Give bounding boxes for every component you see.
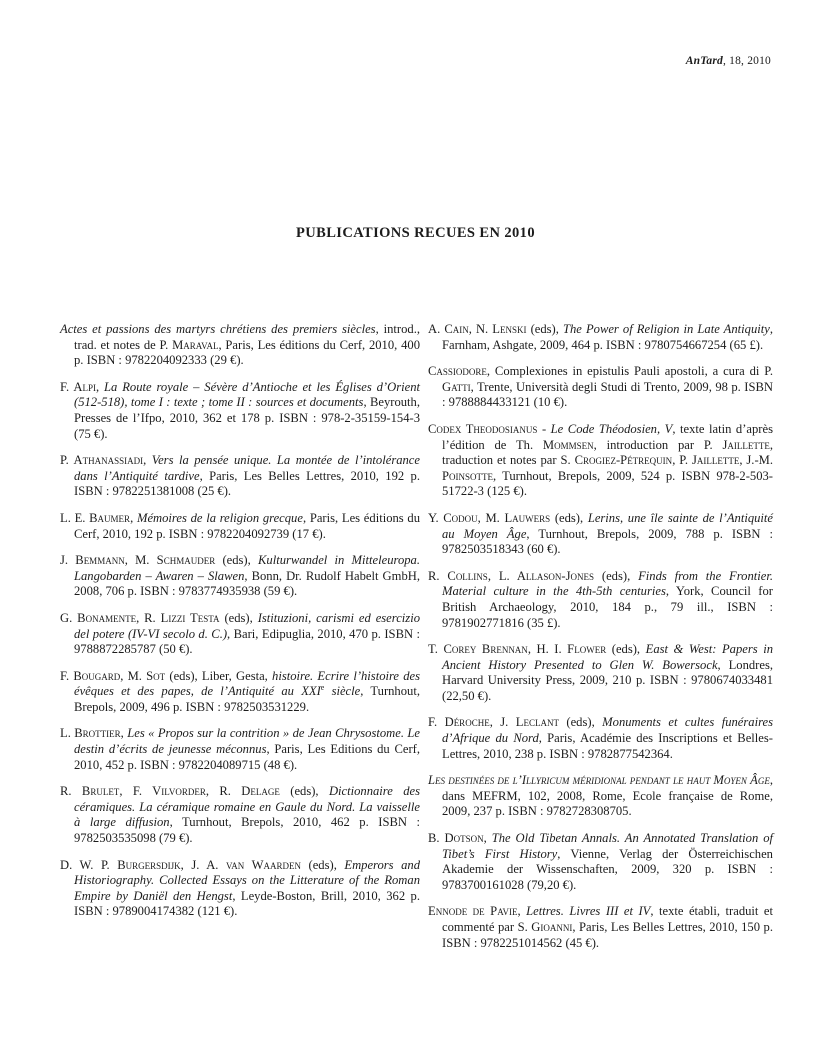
entry-text: Actes et passions des martyrs chrétiens des premiers siècles: [60, 322, 376, 336]
entry-text: (eds), Liber, Gesta,: [165, 668, 273, 683]
bibliography-entry: [428, 511, 773, 558]
entry-text: rogiez: [582, 453, 616, 468]
bibliography-entry: [428, 715, 773, 762]
entry-text: ougard: [81, 668, 121, 683]
entry-text: C: [428, 421, 437, 436]
entry-text: , traduction et notes par S. C: [442, 437, 773, 468]
entry-text: van: [225, 857, 245, 872]
entry-text: Finds from the Frontier. Material culture in the 4th-5th centuries: [442, 568, 773, 599]
entry-text: histoire. Ecrire l’histoire des évêques et des papes, de l’Antiquité au XXI: [74, 668, 421, 699]
bibliography-entry: [60, 726, 420, 773]
entry-text: (eds),: [606, 642, 646, 657]
entry-text: Lettres. Livres III et IV: [526, 904, 651, 919]
entry-text: F. B: [60, 668, 82, 683]
entry-text: , Paris, Les éditions du Cerf, 2010, 400 p. ISBN : 9782204092333 (29 €).: [74, 337, 420, 368]
entry-text: , J. L: [489, 715, 524, 730]
entry-text: B. D: [428, 831, 454, 846]
entry-text: , R. L: [136, 610, 169, 625]
entry-text: T: [461, 421, 474, 436]
entry-text: izzi: [168, 610, 186, 625]
volume-year: , 18, 2010: [723, 55, 771, 67]
bibliography-entry: [60, 453, 420, 500]
entry-text: ollins: [455, 568, 488, 583]
entry-text: , Paris, Académie des Inscriptions et Belles-Lettres, 2010, 238 p. ISBN : 9782877542364.: [442, 731, 773, 761]
bibliography-entry: [428, 773, 773, 820]
entry-text: aillette: [727, 437, 770, 452]
entry-text: Dictionnaire des céramiques. La céramique romaine en Gaule du Nord. La vaisselle à large diffusion: [74, 784, 420, 830]
bibliography-entry: [428, 422, 773, 500]
entry-text: , Paris, Les Editions du Cerf, 2010, 452 p. ISBN : 9782204089715 (48 €).: [74, 742, 421, 772]
entry-text: , M. S: [120, 668, 154, 683]
entry-text: D. W. P. B: [60, 857, 126, 872]
entry-text: G. B: [60, 610, 86, 625]
entry-text: odex: [436, 421, 462, 436]
entry-text: aumer: [97, 510, 131, 525]
entry-text: aarden: [263, 857, 301, 872]
entry-text: onamente: [85, 610, 137, 625]
entry-text: W: [244, 857, 264, 872]
entry-text: ,: [130, 510, 137, 525]
entry-text: (eds),: [219, 610, 258, 625]
entry-text: Maraval: [172, 337, 219, 352]
entry-text: heodosianus: [473, 421, 538, 436]
entry-text: , Complexiones in epistulis Pauli apostoli, a cura di P. G: [442, 364, 773, 394]
entry-text: chmauder: [163, 553, 216, 568]
entry-text: , Paris, Les éditions du Cerf, 2010, 192 p. ISBN : 9782204092739 (17 €).: [74, 510, 421, 541]
entry-text: , Trente, Università degli Studi di Trento, 2009, 98 p. ISBN : 9788884433121 (10 €).: [442, 379, 773, 410]
entry-text: , Turnhout, Brepols, 2009, 524 p. ISBN 978-2-503-51722-3 (125 €).: [442, 468, 773, 499]
entry-text: , Beyrouth, Presses de l’Ifpo, 2010, 362 et 178 p. ISBN : 978-2-35159-154-3 (75 €).: [74, 395, 420, 441]
entry-text: ge: [757, 773, 770, 788]
entry-text: East & West: Papers in Ancient History Presented to Glen W. Bowersock: [442, 642, 773, 672]
entry-text: étrequin: [627, 453, 673, 468]
entry-text: -: [537, 421, 551, 436]
entry-text: (eds),: [594, 568, 639, 583]
entry-text: Le Code Théodosien, V: [550, 421, 673, 436]
bibliography-entry: [60, 511, 420, 542]
entry-text: (eds),: [279, 784, 329, 799]
bibliography-entry: [428, 364, 773, 411]
entry-text: nnode de: [435, 904, 485, 919]
entry-text: , Paris, Les Belles Lettres, 2010, 150 p. ISBN : 9782251014562 (45 €).: [442, 920, 773, 950]
entry-text: Les « Propos sur la contrition » de Jean Chrysostome. Le destin d’écrits de jeunesse méconnus: [74, 726, 421, 757]
entry-text: , M. L: [477, 510, 513, 525]
entry-text: , texte latin d’après l’édition de Th. M: [442, 421, 773, 452]
entry-text: Kulturwandel in Mitteleuropa. Langobarden – Awaren – Slawen: [74, 553, 420, 583]
entry-text: Mémoires de la religion grecque: [136, 510, 303, 525]
entry-text: ommsen: [554, 437, 594, 452]
entry-text: Â: [746, 773, 758, 788]
entry-text: Lerins, une île sainte de l’Antiquité au Moyen Âge: [442, 510, 774, 541]
entry-text: T. C: [428, 642, 452, 657]
entry-text: J. B: [60, 553, 84, 568]
entry-text: B: [476, 642, 491, 657]
bibliography-entry: [60, 858, 420, 920]
entry-text: Vers la pensée unique. La montée de l’intolérance dans l’Antiquité tardive: [74, 453, 420, 483]
entry-text: esta: [197, 610, 220, 625]
entry-text: otson: [453, 831, 484, 846]
entry-text: Istituzioni, carismi ed esercizio del potere (IV-VI secolo d. C.): [74, 610, 420, 641]
entry-text: llason: [525, 568, 562, 583]
entry-text: ,: [517, 904, 527, 919]
bibliography-entry: [60, 553, 420, 600]
entry-text: L. B: [60, 726, 83, 741]
entry-text: , R. D: [205, 784, 251, 799]
entry-text: elage: [250, 784, 280, 799]
entry-text: La Route royale – Sévère d’Antioche et les Églises d’Orient (512-518), tome I : texte ; tome II : sources et documents: [74, 379, 421, 410]
running-head: [686, 55, 771, 67]
entry-text: eclant: [523, 715, 559, 730]
entry-text: L. E. B: [60, 510, 98, 525]
entry-text: P. A: [60, 453, 83, 468]
entry-text: L: [428, 773, 436, 788]
entry-text: rennan: [490, 642, 528, 657]
entry-text: rottier: [82, 726, 121, 741]
entry-text: Y. C: [428, 510, 452, 525]
entry-text: orey: [451, 642, 477, 657]
entry-text: urgersdijk: [125, 857, 181, 872]
entry-text: , L. A: [487, 568, 526, 583]
bibliography-entry: [60, 322, 420, 369]
entry-text: , J. A.: [180, 857, 226, 872]
entry-text: M: [710, 773, 724, 788]
entry-text: The Power of Religion in Late Antiquity: [562, 322, 770, 336]
entry-text: rulet: [90, 784, 120, 799]
entry-text: Monuments et cultes funéraires d’Afrique du Nord: [442, 715, 773, 746]
entry-text: , York, Council for British Archaeology, 2010, 184 p., 79 ill., ISBN : 9781902771816 (35 £).: [442, 584, 773, 630]
entry-text: -J: [561, 568, 571, 583]
entry-text: R. B: [60, 784, 91, 799]
entry-text: , Bonn, Dr. Rudolf Habelt GmbH, 2008, 706 p. ISBN : 9783774935938 (59 €).: [74, 568, 420, 599]
entry-text: (eds),: [526, 322, 563, 336]
entry-text: , introd., trad. et notes de P.: [74, 322, 421, 352]
entry-text: (eds),: [558, 715, 603, 730]
entry-text: oinsotte: [449, 468, 494, 483]
entry-text: , P. J: [672, 453, 697, 468]
entry-text: , texte établi, traduit et commenté par S. G: [442, 904, 774, 934]
entry-text: es destinées de l’: [435, 773, 522, 788]
bibliography-entry: [60, 669, 420, 716]
right-column: [428, 322, 773, 962]
entry-text: , M. S: [124, 553, 164, 568]
entry-text: , introduction par P. J: [593, 437, 728, 452]
entry-text: , Paris, Les Belles Lettres, 2010, 192 p. ISBN : 9782251381008 (25 €).: [74, 468, 420, 499]
entry-text: auwers: [512, 510, 551, 525]
entry-text: e: [320, 683, 325, 693]
entry-text: A. C: [428, 322, 453, 336]
entry-text: atti: [451, 379, 471, 394]
page-title: PUBLICATIONS RECUES EN 2010: [296, 225, 535, 241]
entry-text: ,: [143, 453, 152, 468]
entry-text: siècle: [324, 684, 361, 699]
bibliography-entry: [60, 380, 420, 442]
entry-text: odou: [451, 510, 478, 525]
bibliography-entry: [428, 831, 773, 893]
entry-text: , Leyde-Boston, Brill, 2010, 362 p. ISBN : 9789004174382 (121 €).: [74, 888, 420, 919]
bibliography-entry: [60, 784, 420, 846]
entry-text: , J.-M. P: [442, 453, 773, 483]
entry-text: ain: [452, 322, 469, 336]
entry-text: , H. I. F: [527, 642, 575, 657]
entry-text: , dans MEFRM, 102, 2008, Rome, Ecole française de Rome, 2009, 237 p. ISBN : 9782728308705.: [442, 773, 773, 819]
bibliography-entry: [428, 322, 773, 353]
entry-text: lpi: [82, 379, 96, 394]
entry-text: T: [185, 610, 198, 625]
entry-text: , Turnhout, Brepols, 2010, 462 p. ISBN : 9782503535098 (79 €).: [74, 815, 421, 846]
entry-text: I: [521, 773, 527, 788]
entry-text: P: [484, 904, 498, 919]
bibliography-entry: [428, 569, 773, 631]
entry-text: éroche: [453, 715, 490, 730]
entry-text: , Farnham, Ashgate, 2009, 464 p. ISBN : 9780754667254 (65 £).: [442, 322, 773, 352]
entry-text: C: [428, 364, 437, 379]
entry-text: ilvorder: [161, 784, 206, 799]
entry-text: R. C: [428, 568, 456, 583]
bibliography-entry: [428, 904, 773, 951]
entry-text: F. A: [60, 379, 83, 394]
entry-text: E: [428, 904, 436, 919]
entry-text: ot: [153, 668, 166, 683]
bibliography-entry: [428, 642, 773, 704]
entry-text: llyricum méridional pendant le haut: [526, 773, 711, 788]
entry-text: thanassiadi: [82, 453, 144, 468]
entry-text: assiodore: [436, 364, 487, 379]
entry-text: , Londres, Harvard University Press, 2009, 210 p. ISBN : 9780674033481 (22,50 €).: [442, 657, 773, 703]
entry-text: -P: [615, 453, 628, 468]
entry-text: ,: [483, 831, 492, 846]
entry-text: , Turnhout, Brepols, 2009, 788 p. ISBN : 9782503518343 (60 €).: [442, 526, 774, 557]
entry-text: The Old Tibetan Annals. An Annotated Translation of Tibet’s First History: [442, 831, 774, 861]
entry-text: (eds),: [301, 857, 345, 872]
entry-text: , Bari, Edipuglia, 2010, 470 p. ISBN : 9788872285787 (50 €).: [74, 626, 420, 657]
entry-text: (eds),: [550, 510, 588, 525]
entry-text: enski: [499, 322, 527, 336]
entry-text: , F. V: [119, 784, 162, 799]
entry-text: ioanni: [540, 920, 573, 934]
entry-text: ones: [570, 568, 595, 583]
entry-text: F. D: [428, 715, 454, 730]
entry-text: , Vienne, Verlag der Österreichischen Akademie der Wissenschaften, 2009, 320 p. ISBN : 9783700161028 (79,20 €).: [442, 846, 773, 892]
entry-text: avie: [497, 904, 518, 919]
entry-text: emmann: [83, 553, 125, 568]
entry-text: ,: [95, 379, 105, 394]
left-column: [60, 322, 420, 931]
entry-text: (eds),: [215, 553, 259, 568]
journal-name: AnTard: [685, 55, 723, 67]
entry-text: aillette: [696, 453, 740, 468]
entry-text: , N. L: [468, 322, 500, 336]
bibliography-entry: [60, 611, 420, 658]
entry-text: , Turnhout, Brepols, 2009, 496 p. ISBN : 9782503531229.: [74, 684, 420, 714]
entry-text: Emperors and Historiography. Collected Essays on the Litterature of the Roman Empire by Daniël den Hengst: [74, 857, 420, 903]
entry-text: oyen: [723, 773, 747, 788]
entry-text: ,: [120, 726, 128, 741]
entry-text: lower: [574, 642, 607, 657]
